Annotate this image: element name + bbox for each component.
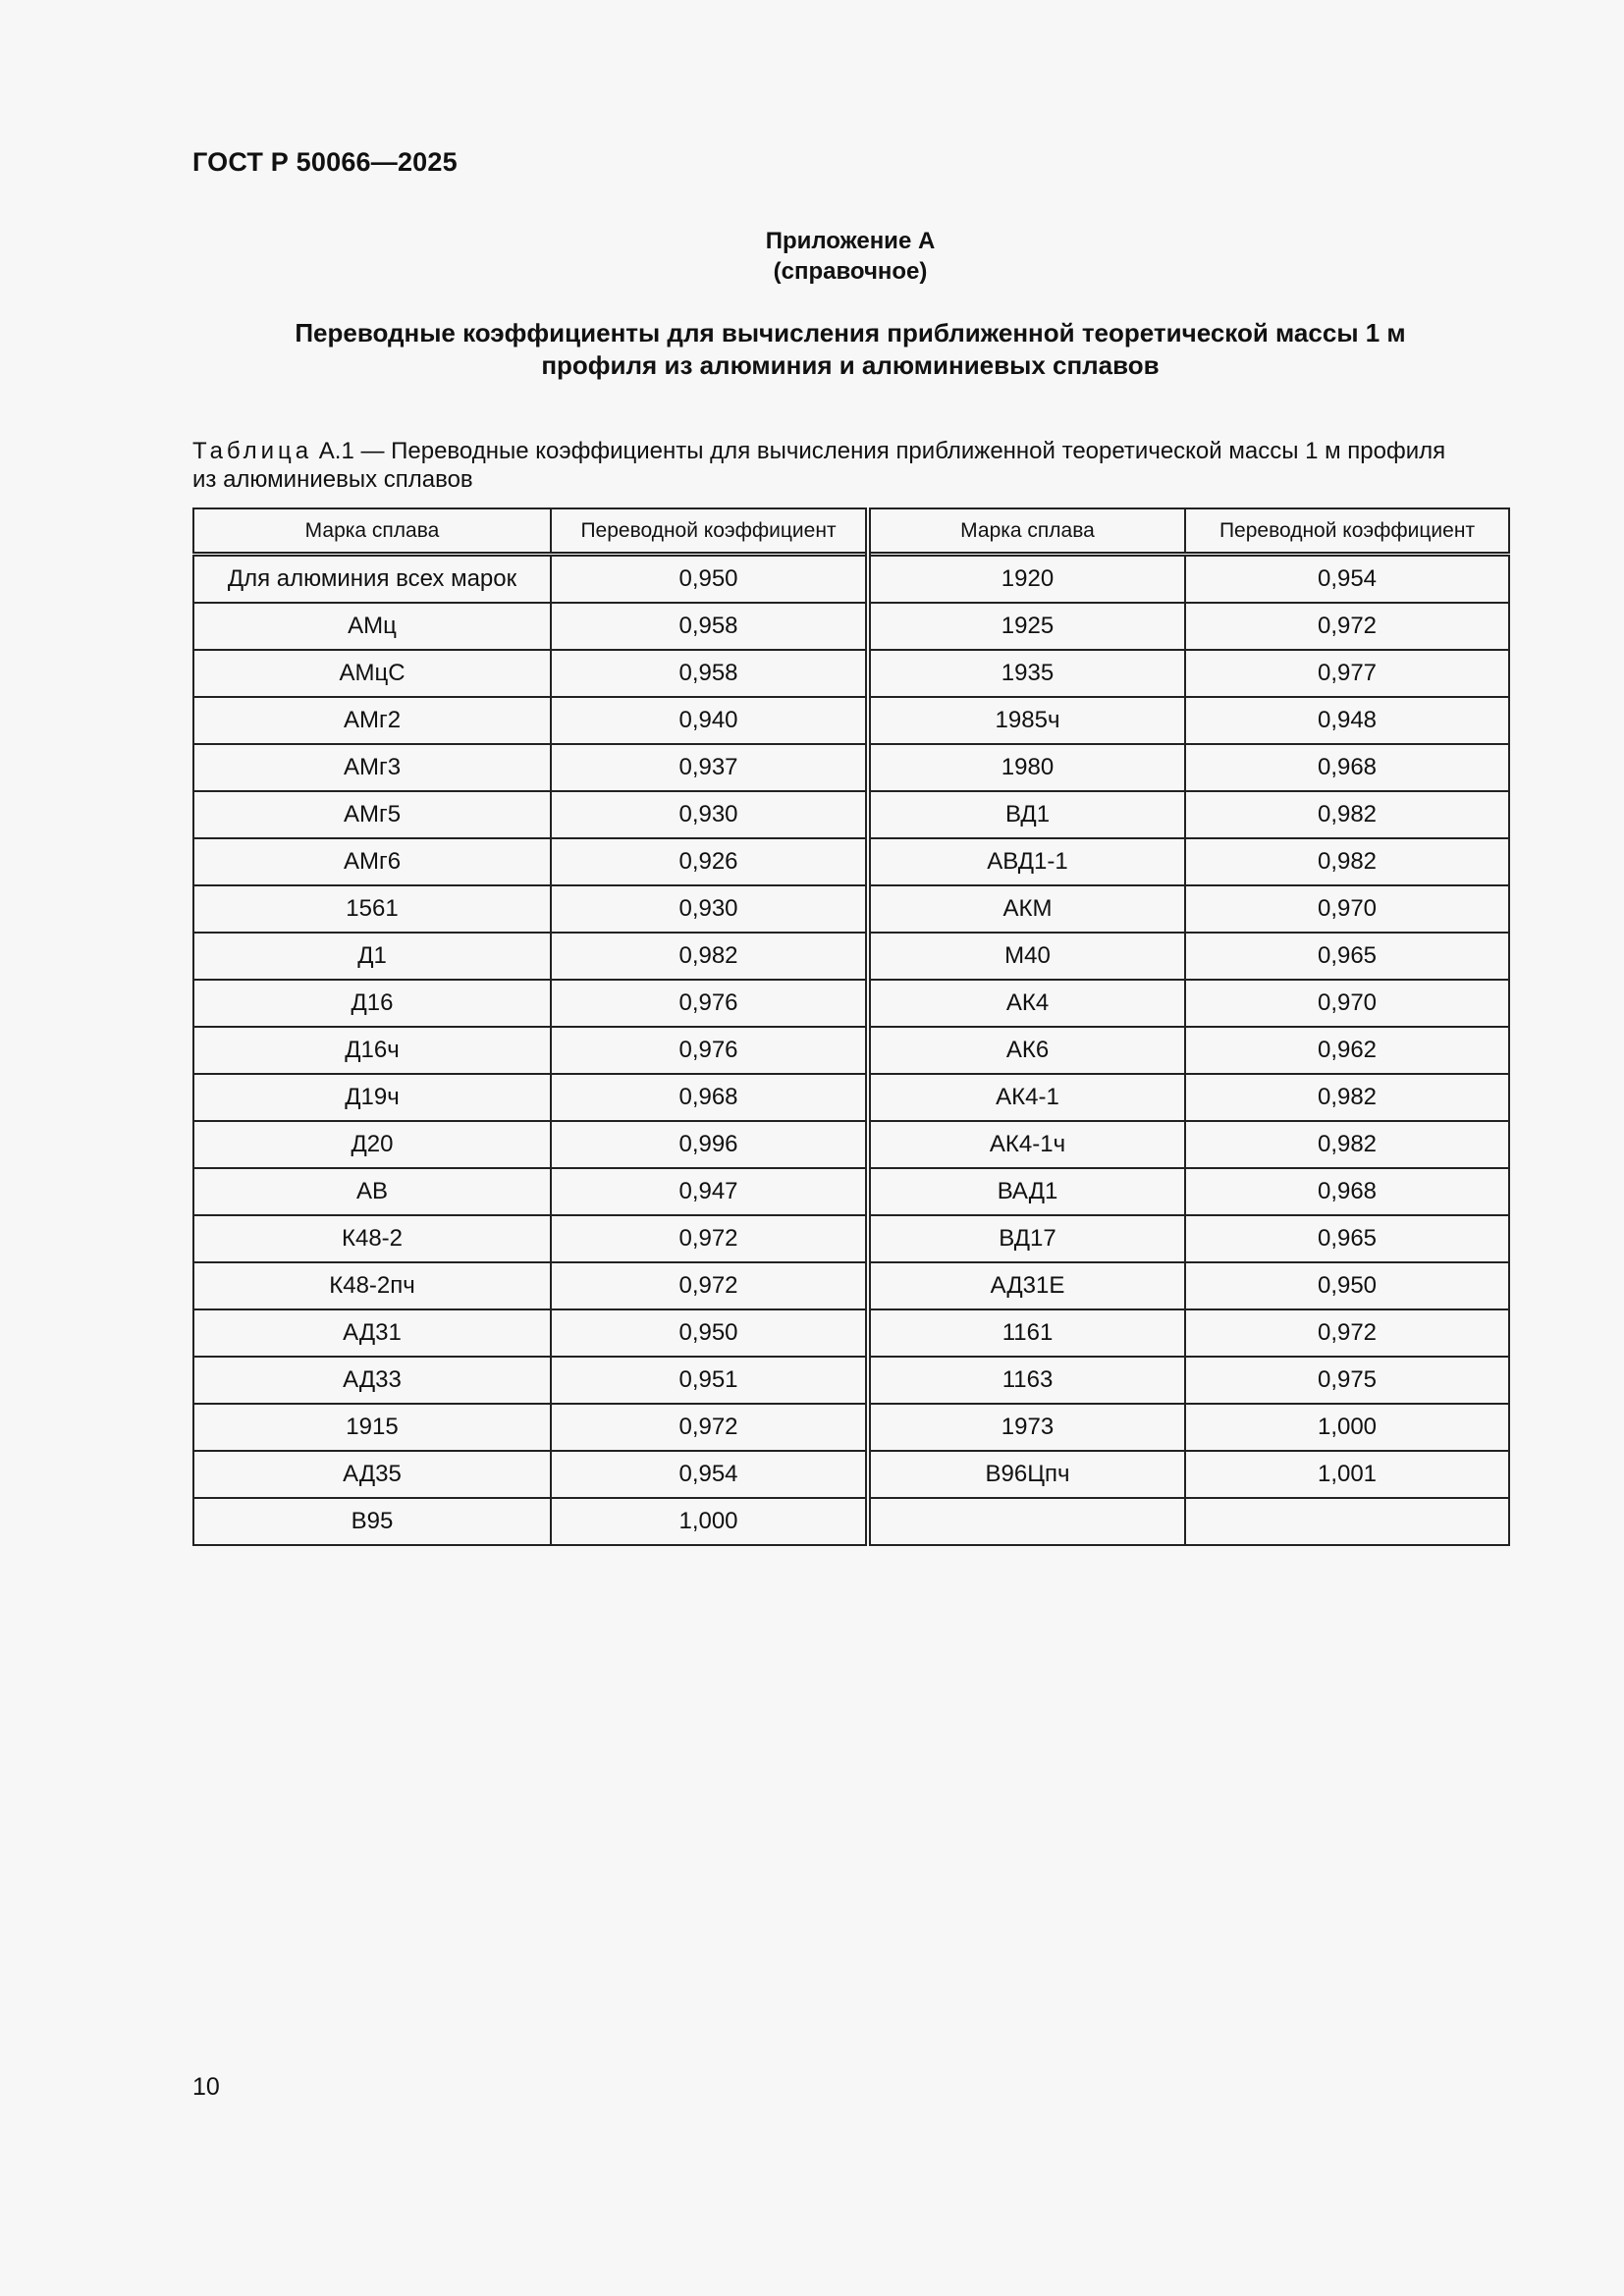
table-row (193, 1027, 1509, 1074)
cell-alloy-grade-left: Д16ч (193, 1027, 551, 1074)
section-title-line-2: профиля из алюминия и алюминиевых сплавов (541, 350, 1160, 380)
cell-coefficient-left: 0,972 (551, 1404, 868, 1451)
cell-coefficient-right: 0,948 (1185, 697, 1509, 744)
cell-alloy-grade-left: К48-2пч (193, 1262, 551, 1309)
cell-alloy-grade-right: ВАД1 (868, 1168, 1185, 1215)
table-row (193, 980, 1509, 1027)
cell-coefficient-left: 0,976 (551, 980, 868, 1027)
cell-coefficient-left: 0,930 (551, 791, 868, 838)
cell-alloy-grade-right: АК4 (868, 980, 1185, 1027)
header-coefficient-left: Переводной коэффициент (551, 508, 868, 555)
cell-alloy-grade-left: В95 (193, 1498, 551, 1545)
cell-alloy-grade-right: АК4-1 (868, 1074, 1185, 1121)
cell-alloy-grade-right: 1161 (868, 1309, 1185, 1357)
cell-alloy-grade-left: АМг5 (193, 791, 551, 838)
table-caption-line-2: из алюминиевых сплавов (192, 466, 473, 493)
appendix-title: Приложение А (765, 228, 936, 254)
table-caption-label: Таблица (192, 438, 313, 464)
cell-alloy-grade-right: 1980 (868, 744, 1185, 791)
cell-coefficient-right: 0,968 (1185, 1168, 1509, 1215)
cell-coefficient-left: 0,937 (551, 744, 868, 791)
cell-coefficient-left: 0,976 (551, 1027, 868, 1074)
cell-alloy-grade-right (868, 1498, 1185, 1545)
cell-alloy-grade-right: АД31Е (868, 1262, 1185, 1309)
cell-alloy-grade-right: АВД1-1 (868, 838, 1185, 885)
section-title-line-1: Переводные коэффициенты для вычисления приближенной теоретической массы 1 м (295, 318, 1406, 347)
table-header (193, 508, 1509, 555)
table-row (193, 1168, 1509, 1215)
cell-coefficient-right: 1,001 (1185, 1451, 1509, 1498)
cell-alloy-grade-left: АМг6 (193, 838, 551, 885)
table-row (193, 838, 1509, 885)
cell-coefficient-left: 0,972 (551, 1215, 868, 1262)
cell-alloy-grade-right: М40 (868, 933, 1185, 980)
cell-alloy-grade-left: Д1 (193, 933, 551, 980)
appendix-subtitle: (справочное) (773, 258, 928, 285)
table-body (193, 555, 1509, 1546)
cell-alloy-grade-left: АД35 (193, 1451, 551, 1498)
cell-coefficient-left: 0,982 (551, 933, 868, 980)
table-row (193, 1309, 1509, 1357)
document-id: ГОСТ Р 50066—2025 (192, 147, 458, 177)
table-caption-text: А.1 — Переводные коэффициенты для вычисления приближенной теоретической массы 1 м профиля (312, 438, 1446, 464)
cell-alloy-grade-right: АК4-1ч (868, 1121, 1185, 1168)
table-caption-line-1 (192, 437, 1518, 465)
cell-coefficient-left: 0,958 (551, 650, 868, 697)
cell-coefficient-right: 0,982 (1185, 838, 1509, 885)
cell-alloy-grade-right: 1985ч (868, 697, 1185, 744)
table-row (193, 1404, 1509, 1451)
cell-alloy-grade-left: АМг2 (193, 697, 551, 744)
cell-alloy-grade-right: 1935 (868, 650, 1185, 697)
cell-coefficient-right: 0,982 (1185, 791, 1509, 838)
cell-coefficient-right: 0,975 (1185, 1357, 1509, 1404)
appendix-heading (192, 226, 1508, 287)
table-row (193, 603, 1509, 650)
cell-alloy-grade-left: АМц (193, 603, 551, 650)
cell-coefficient-right: 0,982 (1185, 1121, 1509, 1168)
cell-coefficient-left: 0,940 (551, 697, 868, 744)
cell-coefficient-left: 0,930 (551, 885, 868, 933)
cell-alloy-grade-right: 1163 (868, 1357, 1185, 1404)
cell-coefficient-right: 0,954 (1185, 555, 1509, 604)
cell-alloy-grade-left: АВ (193, 1168, 551, 1215)
table-row (193, 1262, 1509, 1309)
header-coefficient-right: Переводной коэффициент (1185, 508, 1509, 555)
table-row (193, 1451, 1509, 1498)
cell-alloy-grade-left: АМцС (193, 650, 551, 697)
table-row (193, 744, 1509, 791)
table-row (193, 1074, 1509, 1121)
header-alloy-grade-left: Марка сплава (193, 508, 551, 555)
cell-alloy-grade-left: АМг3 (193, 744, 551, 791)
cell-coefficient-right: 1,000 (1185, 1404, 1509, 1451)
cell-alloy-grade-left: Д20 (193, 1121, 551, 1168)
cell-alloy-grade-right: 1920 (868, 555, 1185, 604)
header-alloy-grade-right: Марка сплава (868, 508, 1185, 555)
table-row (193, 885, 1509, 933)
table-row (193, 555, 1509, 604)
cell-alloy-grade-right: 1973 (868, 1404, 1185, 1451)
cell-coefficient-right: 0,950 (1185, 1262, 1509, 1309)
cell-alloy-grade-right: АКМ (868, 885, 1185, 933)
cell-alloy-grade-left: 1561 (193, 885, 551, 933)
cell-alloy-grade-right: АК6 (868, 1027, 1185, 1074)
cell-coefficient-right: 0,972 (1185, 603, 1509, 650)
cell-coefficient-left: 0,958 (551, 603, 868, 650)
cell-coefficient-right: 0,970 (1185, 885, 1509, 933)
cell-alloy-grade-right: ВД1 (868, 791, 1185, 838)
cell-coefficient-left: 0,972 (551, 1262, 868, 1309)
cell-coefficient-left: 1,000 (551, 1498, 868, 1545)
cell-alloy-grade-left: Для алюминия всех марок (193, 555, 551, 604)
cell-coefficient-right: 0,962 (1185, 1027, 1509, 1074)
cell-alloy-grade-right: В96Цпч (868, 1451, 1185, 1498)
cell-coefficient-left: 0,968 (551, 1074, 868, 1121)
page-number: 10 (192, 2073, 220, 2101)
cell-alloy-grade-left: 1915 (193, 1404, 551, 1451)
cell-coefficient-right: 0,965 (1185, 1215, 1509, 1262)
table-caption (192, 437, 1518, 494)
table-row (193, 1215, 1509, 1262)
cell-coefficient-right: 0,970 (1185, 980, 1509, 1027)
table-row (193, 791, 1509, 838)
cell-coefficient-left: 0,950 (551, 1309, 868, 1357)
cell-alloy-grade-left: Д19ч (193, 1074, 551, 1121)
cell-alloy-grade-left: Д16 (193, 980, 551, 1027)
table-row (193, 697, 1509, 744)
cell-coefficient-right: 0,972 (1185, 1309, 1509, 1357)
cell-coefficient-left: 0,926 (551, 838, 868, 885)
cell-alloy-grade-left: АД33 (193, 1357, 551, 1404)
table-row (193, 1357, 1509, 1404)
table-header-row (193, 508, 1509, 555)
cell-coefficient-left: 0,951 (551, 1357, 868, 1404)
table-row (193, 1498, 1509, 1545)
cell-coefficient-right (1185, 1498, 1509, 1545)
table-row (193, 933, 1509, 980)
cell-coefficient-left: 0,947 (551, 1168, 868, 1215)
table-row (193, 650, 1509, 697)
cell-coefficient-right: 0,977 (1185, 650, 1509, 697)
cell-alloy-grade-left: К48-2 (193, 1215, 551, 1262)
section-title (192, 317, 1508, 382)
coefficient-table-container (192, 507, 1508, 1546)
cell-alloy-grade-left: АД31 (193, 1309, 551, 1357)
cell-coefficient-left: 0,996 (551, 1121, 868, 1168)
cell-coefficient-right: 0,965 (1185, 933, 1509, 980)
coefficient-table (192, 507, 1510, 1546)
table-row (193, 1121, 1509, 1168)
cell-coefficient-right: 0,982 (1185, 1074, 1509, 1121)
cell-coefficient-right: 0,968 (1185, 744, 1509, 791)
cell-alloy-grade-right: ВД17 (868, 1215, 1185, 1262)
cell-coefficient-left: 0,954 (551, 1451, 868, 1498)
cell-coefficient-left: 0,950 (551, 555, 868, 604)
cell-alloy-grade-right: 1925 (868, 603, 1185, 650)
